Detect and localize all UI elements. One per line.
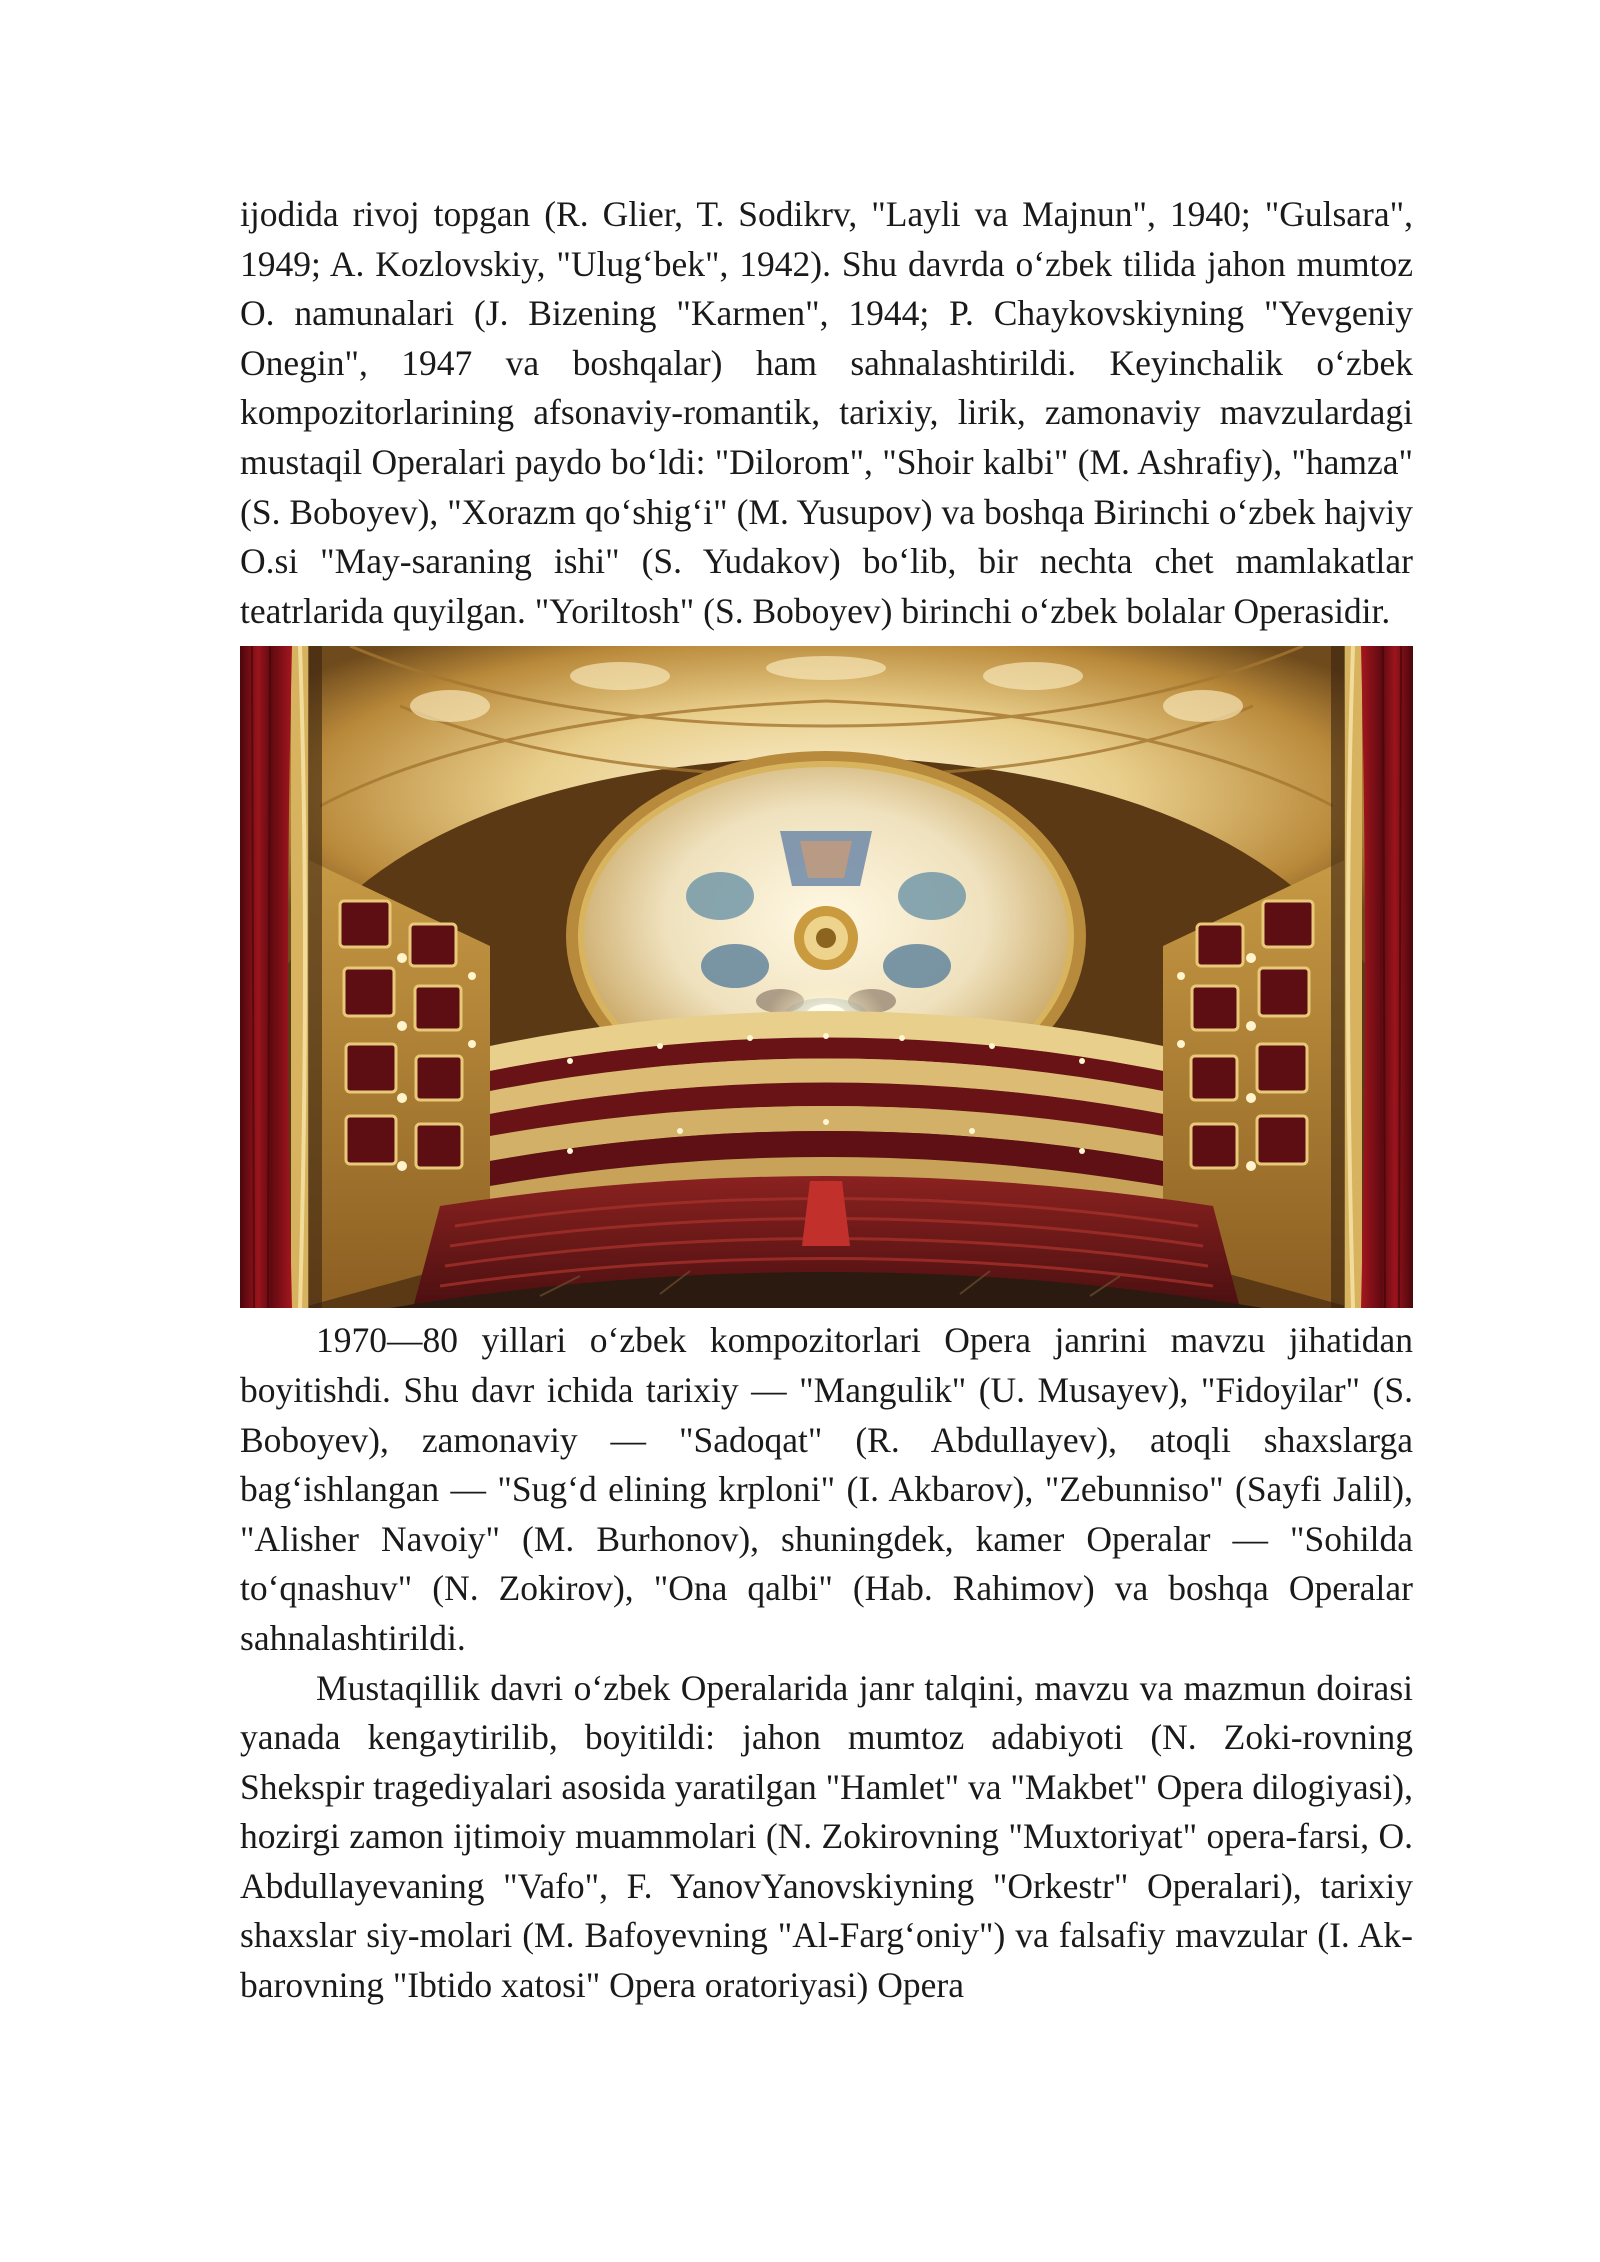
paragraph-1: ijodida rivoj topgan (R. Glier, T. Sodikrv, "Layli va Majnun", 1940; "Gulsara", 1949; A. Kozlovskiy, "Ulug‘bek", 1942). Shu davrda o‘zbek tilida jahon mumtoz O. namunalari (J. Bizening "Karmen", 1944; P. Chaykovskiyning "Yevgeniy Onegin", 1947 va boshqalar) ham sahnalashtirildi. Keyinchalik o‘zbek kompozitorlarining afsonaviy-romantik, tarixiy, lirik, zamonaviy mavzulardagi mustaqil Operalari paydo bo‘ldi: "Dilorom", "Shoir kalbi" (M. Ashrafiy), "hamza" (S. Boboyev), "Xorazm qo‘shig‘i" (M. Yusupov) va boshqa Birinchi o‘zbek hajviy O.si "May-saraning ishi" (S. Yudakov) bo‘lib, bir nechta chet mamlakatlar teatrlarida quyilgan. "Yoriltosh" (S. Boboyev) birinchi o‘zbek bolalar Operasidir. [240,194,1413,631]
paragraph-3: Mustaqillik davri o‘zbek Operalarida janr talqini, mavzu va mazmun doirasi yanada kengaytirilib, boyitildi: jahon mumtoz adabiyoti (N. Zoki-rovning Shekspir tragediyalari asosida yaratilgan "Hamlet" va "Makbet" Opera dilogiyasi), hozirgi zamon ijtimoiy muammolari (N. Zokirovning "Muxtoriyat" opera-farsi, O. Abdullayevaning "Vafo", F. YanovYanovskiyning "Orkestr" Operalari), tarixiy shaxslar siy-molari (M. Bafoyevning "Al-Farg‘oniy") va falsafiy mavzular (I. Ak-barovning "Ibtido xatosi" Opera oratoriyasi) Opera [240,1667,1413,2006]
document-page [240,190,1413,2011]
opera-house-photo [240,646,1413,1308]
paragraph-2: 1970—80 yillari o‘zbek kompozitorlari Opera janrini mavzu jihatidan boyitishdi. Shu davr ichida tarixiy — "Mangulik" (U. Musayev), "Fidoyilar" (S. Boboyev), zamonaviy — "Sadoqat" (R. Abdullayev), atoqli shaxslarga bag‘ishlangan — "Sug‘d elining krploni" (I. Akbarov), "Zebunniso" (Sayfi Jalil), "Alisher Navoiy" (M. Burhonov), shuningdek, kamer Operalar — "Sohilda to‘qnashuv" (N. Zokirov), "Ona qalbi" (Hab. Rahimov) va boshqa Operalar sahnalashtirildi. [240,1320,1413,1658]
